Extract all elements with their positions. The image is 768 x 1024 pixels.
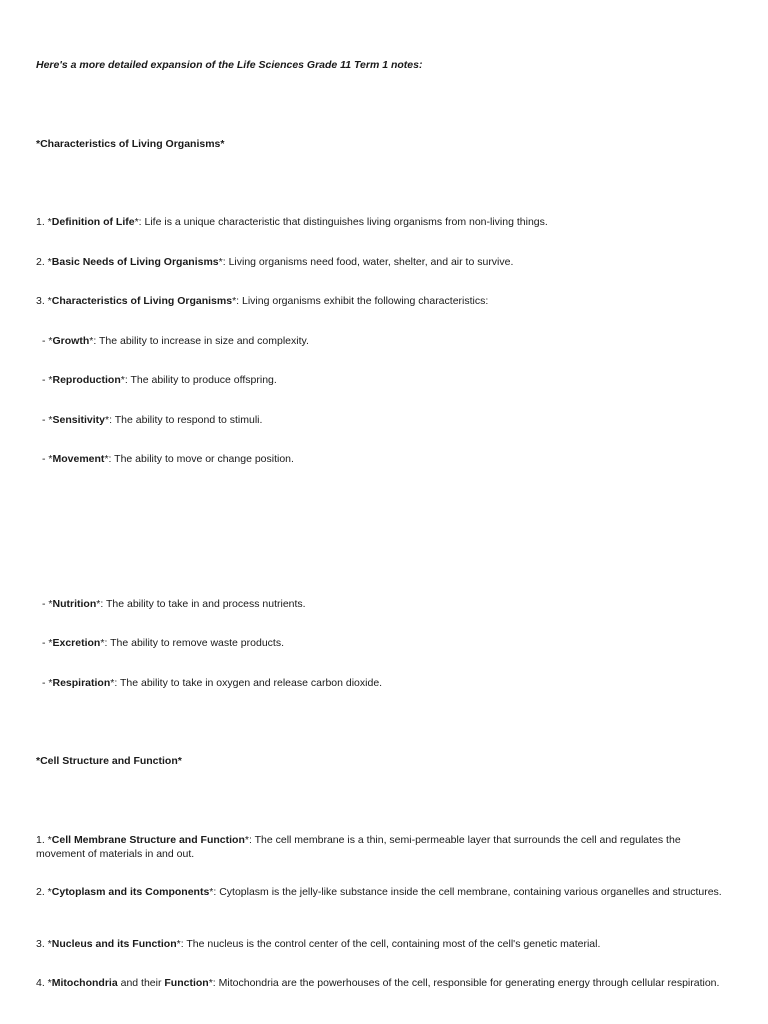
sub-list-item: - *Excretion*: The ability to remove waste products. bbox=[42, 637, 285, 649]
section-heading-cell-structure: *Cell Structure and Function* bbox=[36, 755, 182, 767]
section-heading-characteristics: *Characteristics of Living Organisms* bbox=[36, 138, 225, 150]
list-item: 1. *Cell Membrane Structure and Function*: The cell membrane is a thin, semi-permeable layer that surrounds the cell and regulates the movement of materials in and out. bbox=[36, 834, 681, 860]
list-item: 4. *Mitochondria and their Function*: Mitochondria are the powerhouses of the cell, responsible for generating energy through cellular respiration. bbox=[36, 977, 720, 989]
list-item: 1. *Definition of Life*: Life is a unique characteristic that distinguishes living organisms from non-living things. bbox=[36, 216, 548, 228]
sub-list-item: - *Nutrition*: The ability to take in and process nutrients. bbox=[42, 598, 306, 610]
list-item: 3. *Characteristics of Living Organisms*: Living organisms exhibit the following characteristics: bbox=[36, 295, 489, 307]
sub-list-item: - *Sensitivity*: The ability to respond to stimuli. bbox=[42, 414, 263, 426]
sub-list-item: - *Movement*: The ability to move or change position. bbox=[42, 453, 294, 465]
list-item: 3. *Nucleus and its Function*: The nucleus is the control center of the cell, containing most of the cell's genetic material. bbox=[36, 938, 601, 950]
list-item: 2. *Basic Needs of Living Organisms*: Living organisms need food, water, shelter, and air to survive. bbox=[36, 256, 514, 268]
list-item: 2. *Cytoplasm and its Components*: Cytoplasm is the jelly-like substance inside the cell membrane, containing various organelles and structures. bbox=[36, 886, 722, 898]
sub-list-item: - *Respiration*: The ability to take in oxygen and release carbon dioxide. bbox=[42, 677, 383, 689]
sub-list-item: - *Growth*: The ability to increase in size and complexity. bbox=[42, 335, 309, 347]
intro-text: Here's a more detailed expansion of the Life Sciences Grade 11 Term 1 notes: bbox=[36, 59, 423, 71]
sub-list-item: - *Reproduction*: The ability to produce offspring. bbox=[42, 374, 277, 386]
